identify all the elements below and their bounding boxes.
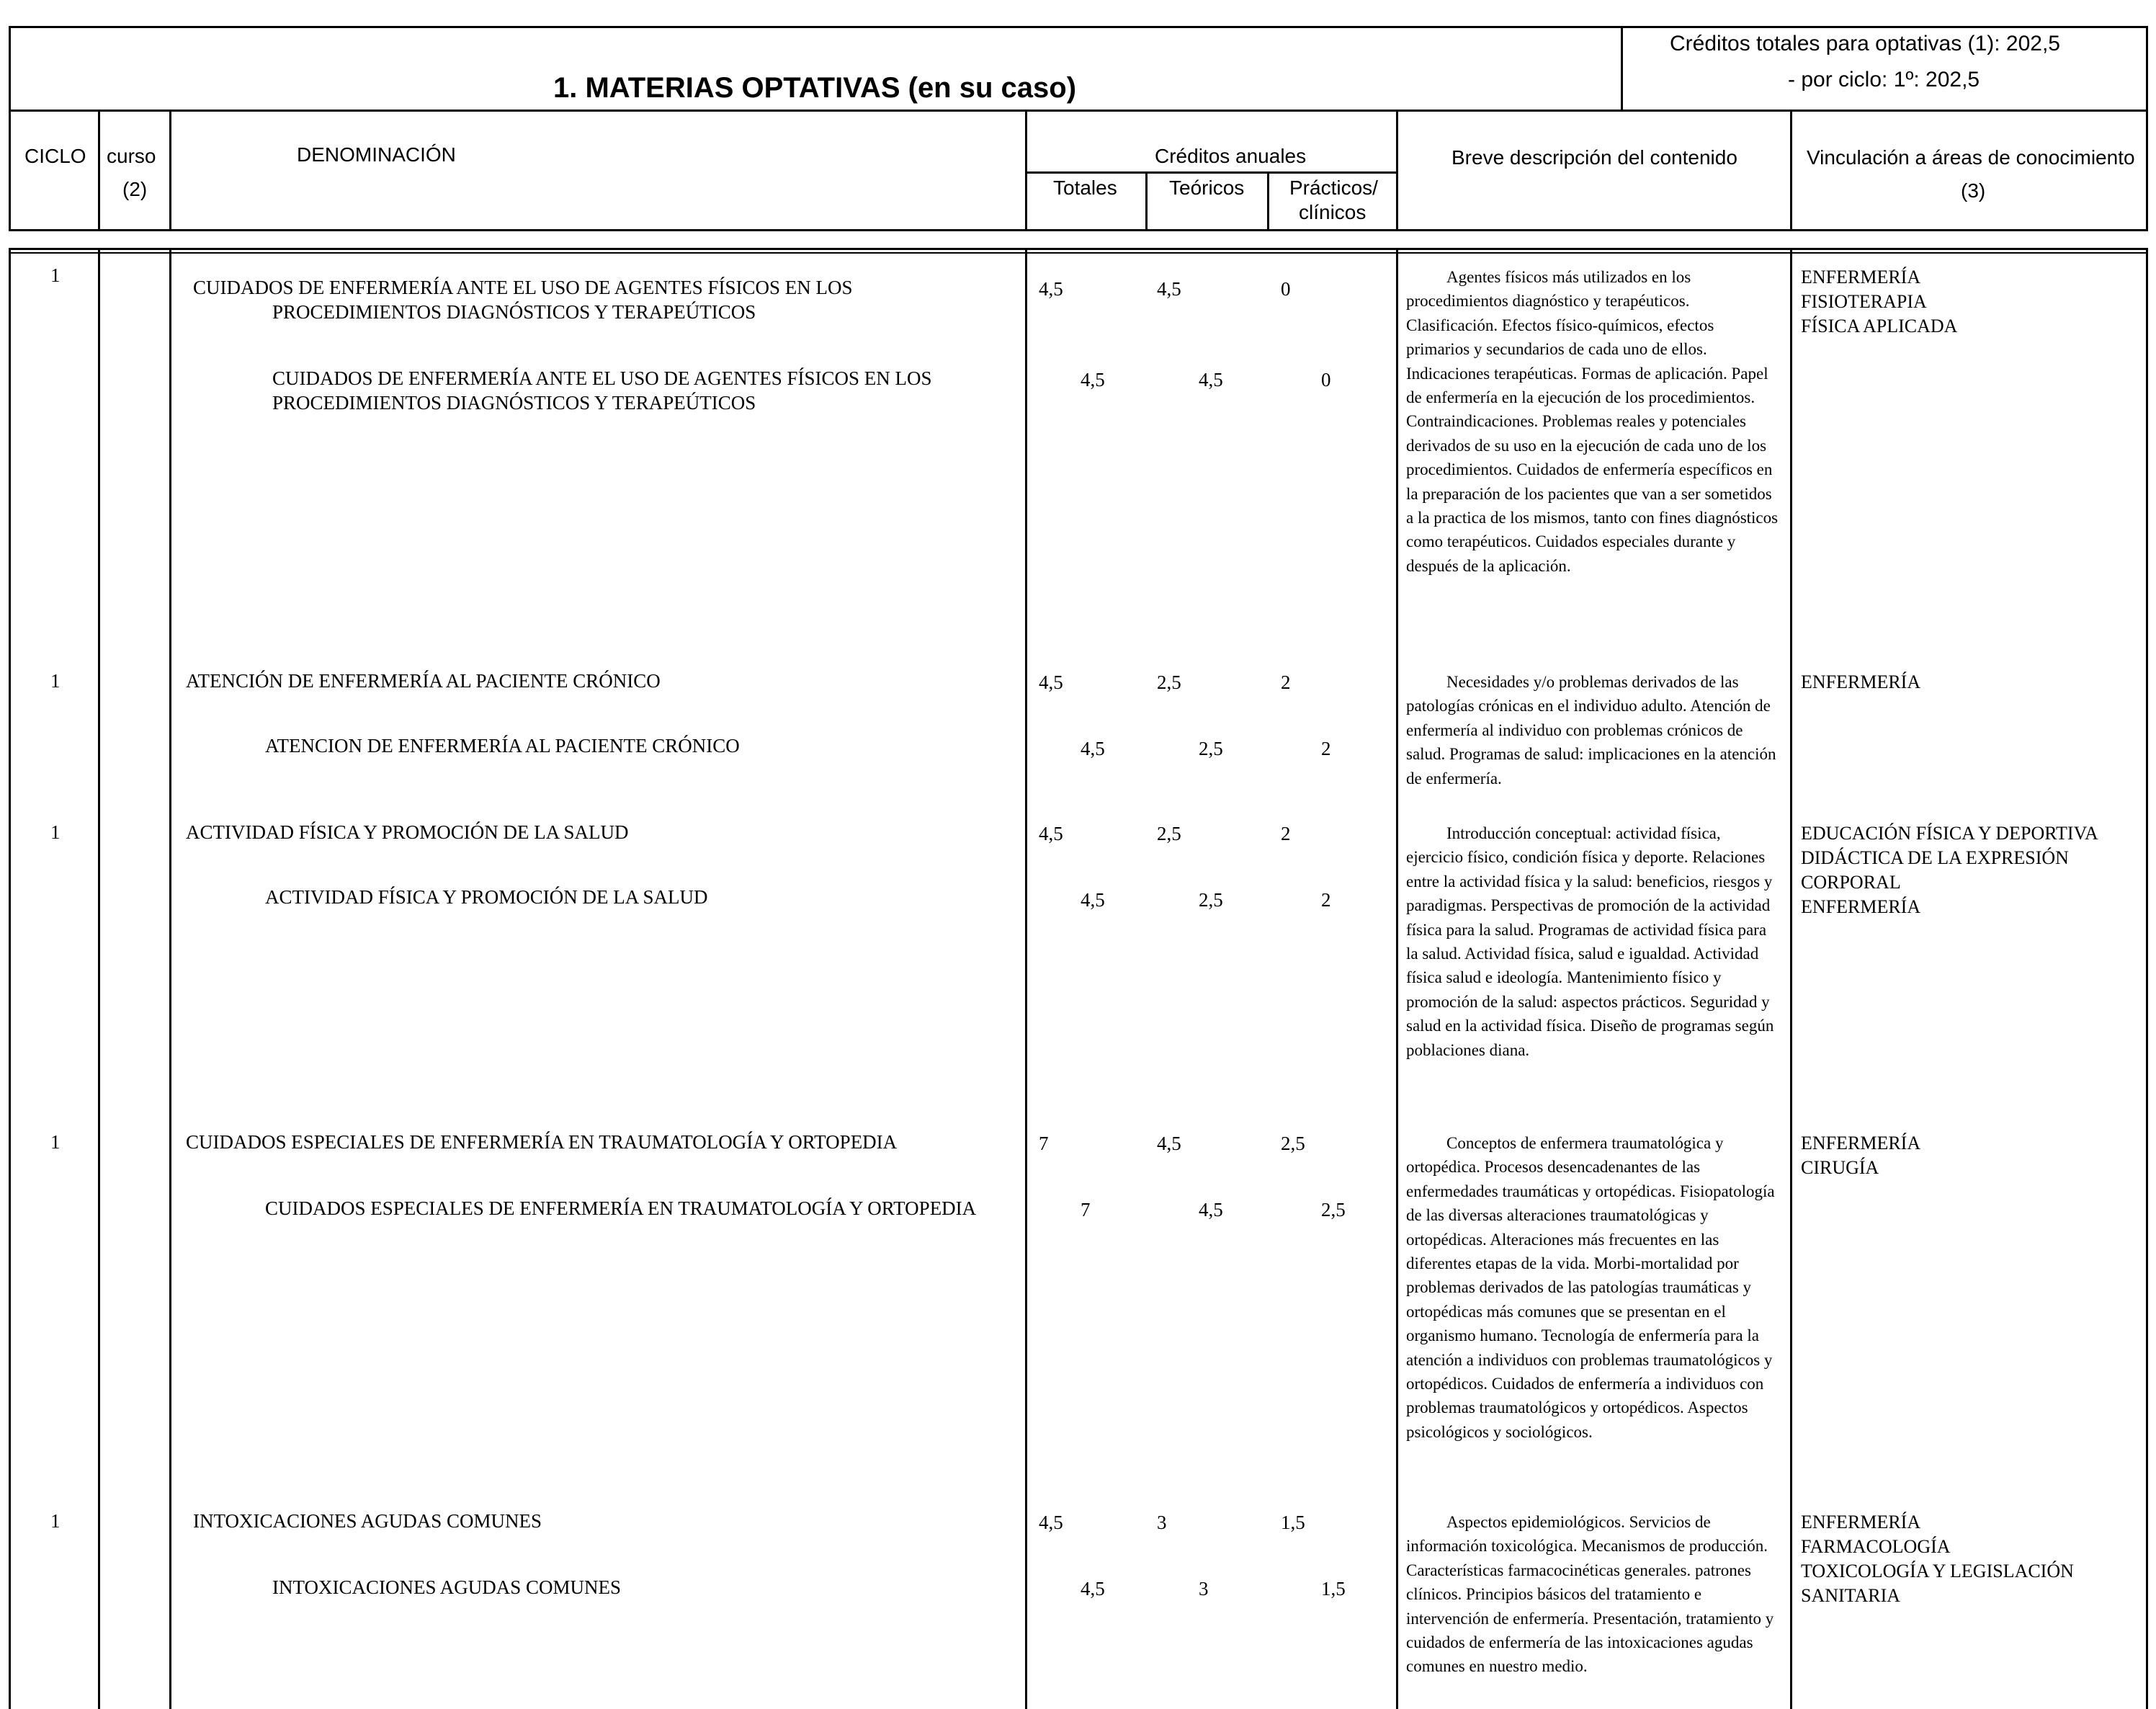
sub-totales: 4,5 (1081, 889, 1105, 911)
area-item: EDUCACIÓN FÍSICA Y DEPORTIVA (1801, 823, 2098, 844)
sub-subject-name: ACTIVIDAD FÍSICA Y PROMOCIÓN DE LA SALUD (265, 886, 708, 908)
sub-subject-name: CUIDADOS ESPECIALES DE ENFERMERÍA EN TRAUMATOLOGÍA Y ORTOPEDIA (265, 1197, 977, 1219)
row-practicos: 2,5 (1281, 1133, 1305, 1154)
row-teoricos: 2,5 (1157, 823, 1181, 844)
description-first-line: Conceptos de enfermera traumatológica (1446, 1134, 1712, 1152)
col-teoricos: Teóricos (1169, 177, 1245, 199)
description (1406, 670, 1781, 790)
area-item: ENFERMERÍA (1801, 671, 1921, 692)
sub-practicos: 2 (1321, 738, 1331, 759)
subject-name: ATENCIÓN DE ENFERMERÍA AL PACIENTE CRÓNICO (186, 670, 661, 692)
description-first-line: Introducción conceptual: actividad física, (1446, 824, 1721, 842)
col-curso: curso (107, 145, 156, 167)
sub-subject-name-cont: PROCEDIMIENTOS DIAGNÓSTICOS Y TERAPEÚTICOS (272, 392, 756, 414)
area-item: CIRUGÍA (1801, 1157, 1879, 1178)
col-practicos: Prácticos/ (1289, 177, 1378, 199)
description-text: las patologías crónicas en el individuo adulto. Atención de enfermería al individuo con problemas crónicos de salud. Programas de salud: implicaciones en la atención de enfermería. (1406, 673, 1776, 787)
description-first-line: Necesidades y/o problemas derivados de (1446, 673, 1717, 691)
col-creditos-anuales: Créditos anuales (1155, 145, 1307, 167)
sub-teoricos: 2,5 (1199, 738, 1223, 759)
area-item: FISIOTERAPIA (1801, 291, 1927, 312)
area-item: TOXICOLOGÍA Y LEGISLACIÓN (1801, 1561, 2074, 1581)
subject-name: INTOXICACIONES AGUDAS COMUNES (193, 1510, 542, 1532)
description-text: ejercicio físico, condición física y deporte. Relaciones entre la actividad física y la salud: beneficios, riesgos y paradigmas. Perspectivas de promoción de la actividad física para la salud. Programas de actividad física para la salud. Actividad física, salud e igualdad. Actividad física salud e ideología. Mantenimiento físico y promoción de la salud: aspectos prácticos. Seguridad y salud en la actividad física. Diseño de programas según poblaciones diana. (1406, 848, 1774, 1059)
col-denominacion: DENOMINACIÓN (297, 143, 456, 166)
sub-subject-name: ATENCION DE ENFERMERÍA AL PACIENTE CRÓNICO (265, 735, 740, 757)
row-practicos: 1,5 (1281, 1512, 1305, 1533)
knowledge-areas (1801, 821, 2098, 919)
credits-per-cycle: - por ciclo: 1º: 202,5 (1788, 68, 1980, 92)
description-text: información toxicológica. Mecanismos de producción. Características farmacocinéticas generales. patrones clínicos. Principios básicos del tratamiento e intervención de enfermería. Presentación, tratamiento y cuidados de enfermería de las intoxicaciones agudas comunes en nuestro medio. (1406, 1537, 1774, 1676)
area-item: FÍSICA APLICADA (1801, 316, 1958, 336)
subject-name-cont: PROCEDIMIENTOS DIAGNÓSTICOS Y TERAPEÚTICOS (272, 301, 756, 323)
sub-practicos: 2,5 (1321, 1199, 1346, 1221)
description-first-line: Aspectos epidemiológicos. Servicios de (1446, 1513, 1711, 1531)
row-practicos: 2 (1281, 823, 1291, 844)
knowledge-areas (1801, 670, 1920, 695)
col-descripcion: Breve descripción del contenido (1452, 146, 1737, 169)
description (1406, 1131, 1781, 1444)
row-ciclo: 1 (50, 821, 61, 843)
description (1406, 265, 1781, 578)
sub-totales: 4,5 (1081, 369, 1105, 391)
row-totales: 4,5 (1039, 1512, 1063, 1533)
area-item: SANITARIA (1801, 1585, 1901, 1606)
knowledge-areas (1801, 265, 1957, 339)
row-practicos: 0 (1281, 278, 1291, 300)
sub-teoricos: 2,5 (1199, 889, 1223, 911)
area-item: ENFERMERÍA (1801, 1133, 1921, 1154)
row-totales: 4,5 (1039, 278, 1063, 300)
area-item: ENFERMERÍA (1801, 1512, 1921, 1532)
row-totales: 4,5 (1039, 671, 1063, 693)
sub-totales: 4,5 (1081, 738, 1105, 759)
description-first-line: Agentes físicos más utilizados en los (1446, 268, 1691, 286)
row-ciclo: 1 (50, 264, 61, 286)
area-item: DIDÁCTICA DE LA EXPRESIÓN (1801, 847, 2069, 868)
row-teoricos: 2,5 (1157, 671, 1181, 693)
sub-practicos: 0 (1321, 369, 1331, 391)
knowledge-areas (1801, 1510, 2074, 1608)
sub-practicos: 2 (1321, 889, 1331, 911)
col-totales: Totales (1053, 177, 1117, 199)
description (1406, 1510, 1781, 1679)
area-item: ENFERMERÍA (1801, 267, 1921, 287)
credits-total: Créditos totales para optativas (1): 202,5 (1670, 32, 2060, 55)
area-item: CORPORAL (1801, 872, 1901, 893)
sub-teoricos: 4,5 (1199, 369, 1223, 391)
sub-teoricos: 3 (1199, 1578, 1209, 1599)
col-curso-note: (2) (122, 178, 148, 200)
sub-practicos: 1,5 (1321, 1578, 1346, 1599)
row-teoricos: 3 (1157, 1512, 1167, 1533)
col-clinicos: clínicos (1299, 201, 1366, 223)
description-text: procedimientos diagnóstico y terapéuticos. Clasificación. Efectos físico-químicos, efectos primarios y secundarios de cada uno de ellos. Indicaciones terapéuticas. Formas de aplicación. Papel de enfermería en la ejecución de los procedimientos. Contraindicaciones. Problemas reales y potenciales derivados de su uso en la ejecución de cada uno de los procedimientos. Cuidados de enfermería específicos en la preparación de los pacientes que van a ser sometidos a la practica de los mismos, tanto con fines diagnósticos como terapéuticos. Cuidados especiales durante y después de la aplicación. (1406, 292, 1779, 575)
row-ciclo: 1 (50, 670, 61, 692)
description-text: y ortopédica. Procesos desencadenantes de las enfermedades traumáticas y ortopédicas. Fisiopatología de las diversas alteraciones traumatológicas y ortopédicas. Alteraciones más frecuentes en las diferentes etapas de la vida. Morbi-mortalidad por problemas derivados de las patologías traumáticas y ortopédicas más comunes que se presentan en el organismo humano. Tecnología de enfermería para la atención a individuos con problemas traumatológicos y ortopédicos. Cuidados de enfermería a individuos con problemas traumatológicos y ortopédicos. Aspectos psicológicos y sociológicos. (1406, 1134, 1775, 1441)
row-practicos: 2 (1281, 671, 1291, 693)
row-totales: 4,5 (1039, 823, 1063, 844)
sub-totales: 7 (1081, 1199, 1091, 1221)
row-ciclo: 1 (50, 1131, 61, 1153)
row-teoricos: 4,5 (1157, 278, 1181, 300)
area-item: FARMACOLOGÍA (1801, 1536, 1951, 1557)
subject-name: CUIDADOS ESPECIALES DE ENFERMERÍA EN TRAUMATOLOGÍA Y ORTOPEDIA (186, 1131, 898, 1153)
subject-name: CUIDADOS DE ENFERMERÍA ANTE EL USO DE AGENTES FÍSICOS EN LOS (193, 277, 853, 298)
row-teoricos: 4,5 (1157, 1133, 1181, 1154)
row-totales: 7 (1039, 1133, 1049, 1154)
col-ciclo: CICLO (24, 145, 86, 167)
subject-name: ACTIVIDAD FÍSICA Y PROMOCIÓN DE LA SALUD (186, 821, 629, 843)
page-title: 1. MATERIAS OPTATIVAS (en su caso) (553, 72, 1077, 104)
sub-subject-name: INTOXICACIONES AGUDAS COMUNES (272, 1576, 622, 1598)
col-vinculacion-note: (3) (1961, 179, 1986, 202)
description (1406, 821, 1781, 1062)
sub-teoricos: 4,5 (1199, 1199, 1223, 1221)
sub-totales: 4,5 (1081, 1578, 1105, 1599)
knowledge-areas (1801, 1131, 1920, 1180)
row-ciclo: 1 (50, 1510, 61, 1532)
area-item: ENFERMERÍA (1801, 896, 1921, 917)
col-vinculacion: Vinculación a áreas de conocimiento (1807, 146, 2135, 169)
sub-subject-name: CUIDADOS DE ENFERMERÍA ANTE EL USO DE AGENTES FÍSICOS EN LOS (272, 367, 932, 389)
